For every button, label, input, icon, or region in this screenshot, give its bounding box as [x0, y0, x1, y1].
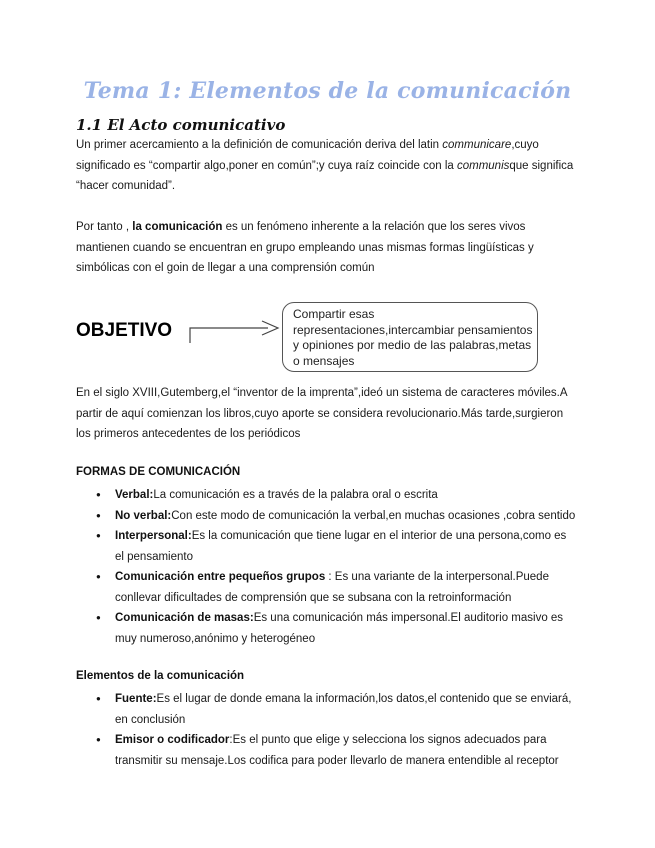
- list-item: [76, 506, 576, 527]
- list-item-term: Verbal:: [115, 489, 154, 501]
- list-item-term: Emisor o codificador: [115, 734, 230, 746]
- list-item-term: No verbal:: [115, 509, 172, 522]
- list-item: [76, 689, 576, 730]
- list-item: [76, 485, 576, 506]
- list-item-term: Comunicación de masas:: [115, 612, 254, 624]
- elementos-heading: Elementos de la comunicación: [76, 670, 245, 682]
- list-item-text: : Es una variante de la interpersonal.Puede conllevar dificultades de comprensión que se subsana con la retroinformación: [115, 571, 549, 604]
- list-item: [76, 730, 576, 771]
- list-item-text: Es el lugar de donde emana la información,los datos,el contenido que se enviará, en conclusión: [115, 693, 572, 726]
- list-item: [76, 608, 576, 649]
- formas-list: [76, 485, 576, 649]
- list-item-text: La comunicación es a través de la palabra oral o escrita: [153, 489, 438, 501]
- list-item-term: Interpersonal:: [115, 530, 192, 542]
- objetivo-box: Compartir esas representaciones,intercambiar pensamientos y opiniones por medio de las palabras,metas o mensajes: [282, 302, 538, 372]
- definition-paragraph: [76, 217, 576, 279]
- page-title: Tema 1: Elementos de la comunicación: [83, 78, 572, 104]
- definition-bold: la comunicación: [132, 221, 223, 233]
- intro-root-term: communis: [456, 159, 510, 172]
- intro-text-3: que significa “hacer comunidad”.: [76, 159, 574, 192]
- list-item-term: Fuente:: [115, 693, 157, 705]
- intro-latin-term: communicare: [442, 139, 512, 151]
- definition-rest: es un fenómeno inherente a la relación que los seres vivos mantienen cuando se encuentran en grupo empleando unas mismas formas lingüísticas y simbólicas con el goin de llegar a una comprensión común: [76, 221, 534, 274]
- history-paragraph: En el siglo XVIII,Gutemberg,el “inventor de la imprenta”,ideó un sistema de caracteres móviles.A partir de aquí comienzan los libros,cuyo aporte se considera revolucionario.Más tarde,surgieron los primeros antecedentes de los periódicos: [76, 387, 567, 440]
- intro-text-2: ,cuyo significado es “compartir algo,poner en común”;y cuya raíz coincide con la: [76, 139, 539, 172]
- intro-paragraph: [76, 135, 576, 197]
- arrow-right-icon: [188, 318, 282, 344]
- list-item: [76, 567, 576, 608]
- intro-text-1: Un primer acercamiento a la definición de comunicación deriva del latin: [76, 139, 443, 151]
- section-subtitle: 1.1 El Acto comunicativo: [76, 116, 286, 134]
- list-item-text: Es la comunicación que tiene lugar en el interior de una persona,como es el pensamiento: [115, 530, 567, 563]
- list-item: [76, 526, 576, 567]
- list-item-text: Con este modo de comunicación la verbal,en muchas ocasiones ,cobra sentido: [171, 509, 576, 522]
- formas-heading: FORMAS DE COMUNICACIÓN: [76, 466, 241, 478]
- definition-lead: Por tanto ,: [76, 221, 133, 233]
- elementos-list: [76, 689, 576, 771]
- list-item-text: Es una comunicación más impersonal.El auditorio masivo es muy numeroso,anónimo y heterogéneo: [115, 612, 564, 645]
- list-item-term: Comunicación entre pequeños grupos: [115, 571, 326, 583]
- list-item-text: :Es el punto que elige y selecciona los signos adecuados para transmitir su mensaje.Los codifica para poder llevarlo de manera entendible al receptor: [115, 734, 559, 767]
- objetivo-label: OBJETIVO: [76, 320, 173, 341]
